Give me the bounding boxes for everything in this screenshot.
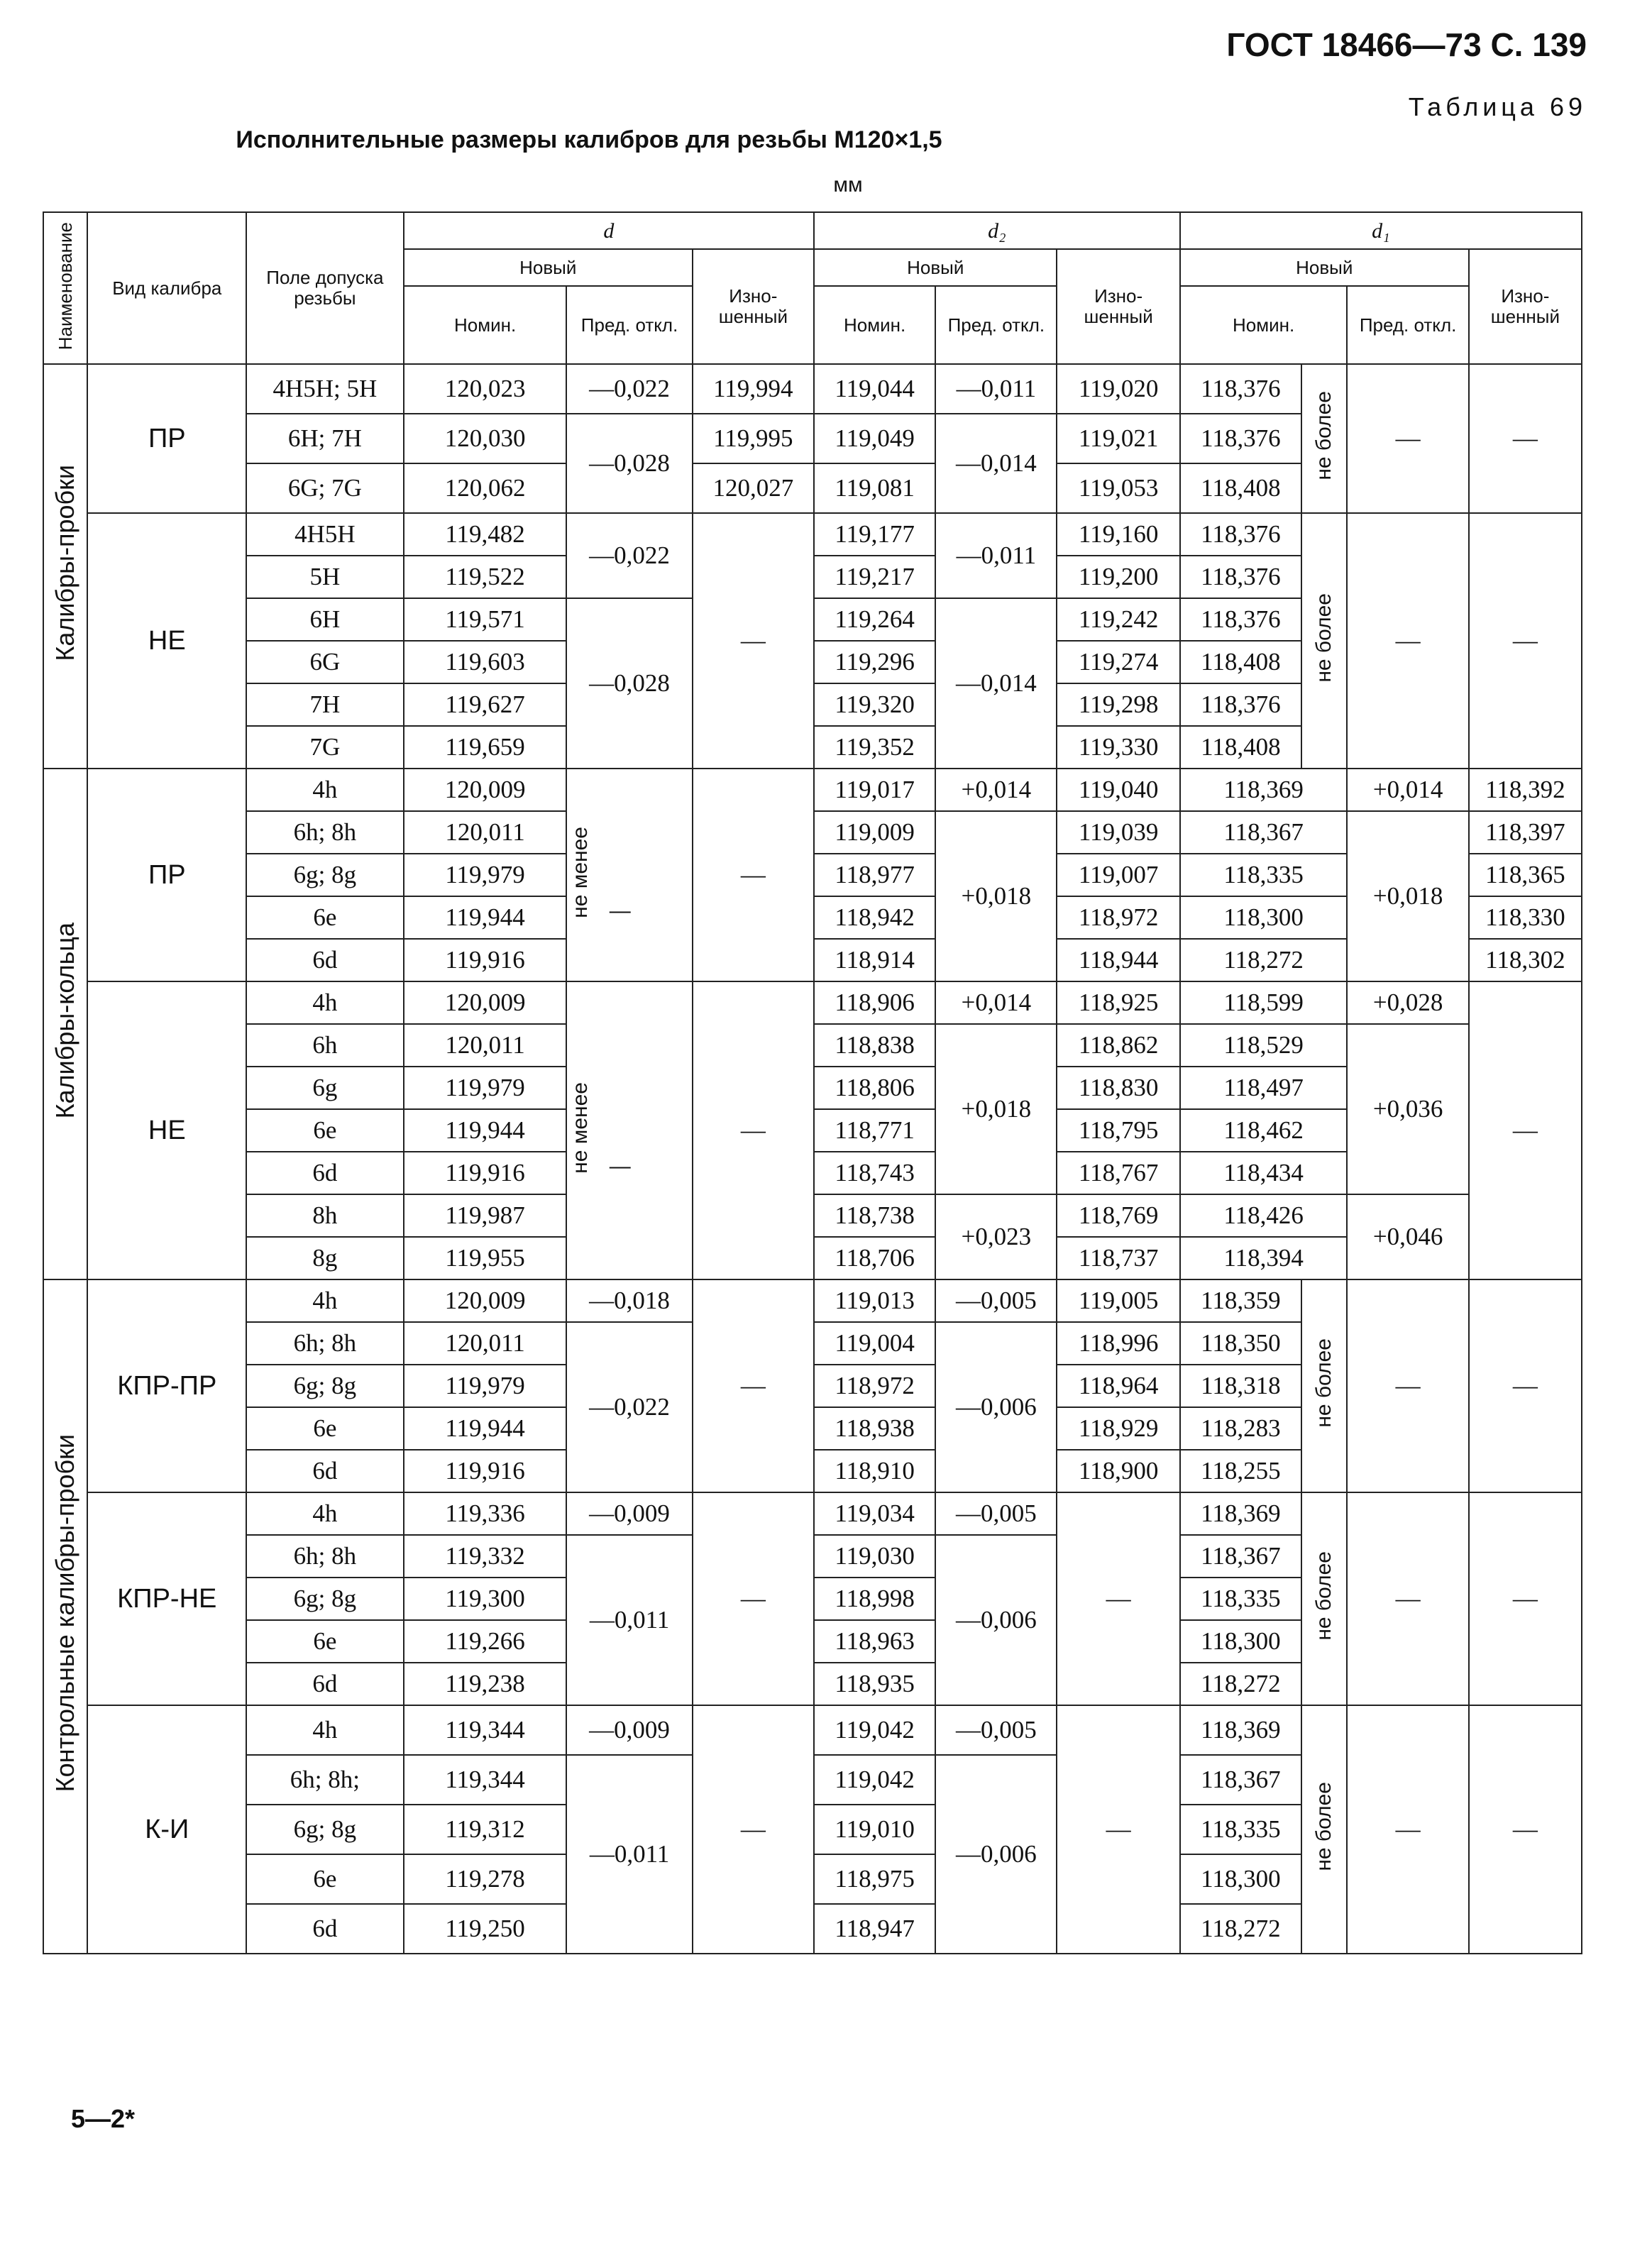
tolerance-cell: 6e	[246, 896, 404, 939]
d-worn-cell: —	[693, 1279, 814, 1492]
d2-nom-cell: 118,738	[814, 1194, 935, 1237]
d-nom-cell: 119,336	[404, 1492, 567, 1535]
d2-dev-cell: —0,014	[935, 598, 1057, 769]
d2-worn-cell: 119,330	[1057, 726, 1179, 769]
table-row	[43, 769, 1582, 811]
header-d1-new: Новый	[1180, 249, 1469, 286]
tolerance-cell: 6G	[246, 641, 404, 683]
table-row	[43, 513, 1582, 556]
d1-nom-cell: 118,367	[1180, 1755, 1301, 1805]
table-header	[43, 212, 1582, 364]
tolerance-cell: 6h; 8h;	[246, 1755, 404, 1805]
d1-nom-cell: 118,300	[1180, 1620, 1301, 1663]
d1-worn-cell: —	[1469, 364, 1582, 513]
d2-nom-cell: 119,030	[814, 1535, 935, 1578]
header-d2-dev: Пред. откл.	[935, 286, 1057, 364]
d-nom-cell: 119,944	[404, 1109, 567, 1152]
d2-worn-cell: 118,862	[1057, 1024, 1179, 1067]
page-footer: 5—2*	[71, 2104, 136, 2133]
d-nom-cell: 119,627	[404, 683, 567, 726]
kind-label: КПР-ПР	[87, 1279, 246, 1492]
d1-dev-cell: +0,014	[1347, 769, 1468, 811]
d-dev-cell: —0,022	[566, 364, 692, 414]
tolerance-cell: 4h	[246, 1279, 404, 1322]
d-nom-cell: 120,030	[404, 414, 567, 463]
d2-nom-cell: 119,081	[814, 463, 935, 513]
d-nom-cell: 120,011	[404, 811, 567, 854]
d-nom-cell: 120,023	[404, 364, 567, 414]
d2-worn-cell: 118,767	[1057, 1152, 1179, 1194]
group-label: Калибры-пробки	[43, 364, 87, 769]
d1-nom-cell: 118,426	[1180, 1194, 1348, 1237]
d-nom-cell: 119,987	[404, 1194, 567, 1237]
d1-dev-cell: —	[1347, 1279, 1468, 1492]
d2-worn-cell: 118,964	[1057, 1365, 1179, 1407]
d-nom-cell: 119,278	[404, 1854, 567, 1904]
tolerance-cell: 6h; 8h	[246, 1322, 404, 1365]
d2-nom-cell: 119,010	[814, 1805, 935, 1854]
table-number: Таблица 69	[1408, 92, 1587, 121]
d-nom-cell: 119,482	[404, 513, 567, 556]
header-d1: d₁	[1180, 212, 1582, 249]
tolerance-cell: 4h	[246, 769, 404, 811]
d-dev-cell: —0,009	[566, 1492, 692, 1535]
d-dev-cell: —0,022	[566, 1322, 692, 1492]
d1-nom-cell: 118,367	[1180, 811, 1348, 854]
d-nom-cell: 120,062	[404, 463, 567, 513]
d-worn-cell: 119,995	[693, 414, 814, 463]
d1-nom-cell: 118,272	[1180, 1904, 1301, 1954]
d2-worn-cell: 118,795	[1057, 1109, 1179, 1152]
kind-label: НЕ	[87, 513, 246, 769]
d2-worn-cell: —	[1057, 1705, 1179, 1954]
d2-dev-cell: —0,014	[935, 414, 1057, 513]
header-d2: d₂	[814, 212, 1180, 249]
d-dev-cell: —0,011	[566, 1535, 692, 1705]
table-row	[43, 1279, 1582, 1322]
d1-dev-cell: —	[1347, 1492, 1468, 1705]
d1-nom-cell: 118,462	[1180, 1109, 1348, 1152]
d2-nom-cell: 119,009	[814, 811, 935, 854]
d2-dev-cell: —0,005	[935, 1705, 1057, 1755]
d-dev-cell: —0,011	[566, 1755, 692, 1954]
tolerance-cell: 6e	[246, 1109, 404, 1152]
kind-label: ПР	[87, 364, 246, 513]
tolerance-cell: 6H	[246, 598, 404, 641]
tolerance-cell: 6G; 7G	[246, 463, 404, 513]
d-nom-cell: 119,300	[404, 1578, 567, 1620]
d-dev-cell: —0,028	[566, 414, 692, 513]
d-nom-cell: 119,571	[404, 598, 567, 641]
tolerance-cell: 6d	[246, 1904, 404, 1954]
kind-label: К-И	[87, 1705, 246, 1954]
d2-nom-cell: 118,706	[814, 1237, 935, 1279]
d2-worn-cell: 118,737	[1057, 1237, 1179, 1279]
d-nom-cell: 120,011	[404, 1322, 567, 1365]
d1-dev-cell: —	[1347, 1705, 1468, 1954]
d-nom-cell: 119,238	[404, 1663, 567, 1705]
d-nom-cell: 119,955	[404, 1237, 567, 1279]
d2-nom-cell: 119,217	[814, 556, 935, 598]
d-nom-cell: 119,979	[404, 1067, 567, 1109]
d1-nom-cell: 118,367	[1180, 1535, 1301, 1578]
d1-nom-cell: 118,369	[1180, 1492, 1301, 1535]
d2-nom-cell: 119,320	[814, 683, 935, 726]
d1-worn-cell: 118,302	[1469, 939, 1582, 981]
d2-worn-cell: 118,925	[1057, 981, 1179, 1024]
d2-nom-cell: 118,998	[814, 1578, 935, 1620]
d2-dev-cell: +0,023	[935, 1194, 1057, 1279]
d-worn-cell: 119,994	[693, 364, 814, 414]
tolerance-cell: 6d	[246, 1450, 404, 1492]
d2-nom-cell: 119,044	[814, 364, 935, 414]
d2-worn-cell: 119,039	[1057, 811, 1179, 854]
d1-nom-cell: 118,318	[1180, 1365, 1301, 1407]
table-row	[43, 1492, 1582, 1535]
d2-worn-cell: 119,053	[1057, 463, 1179, 513]
calibre-dimensions-table	[43, 211, 1582, 1954]
d1-nom-cell: 118,359	[1180, 1279, 1301, 1322]
d1-nom-cell: 118,300	[1180, 1854, 1301, 1904]
tolerance-cell: 6h; 8h	[246, 1535, 404, 1578]
d-dev-cell: —0,022	[566, 513, 692, 598]
d-nom-cell: 119,312	[404, 1805, 567, 1854]
tolerance-cell: 6h	[246, 1024, 404, 1067]
d1-nom-cell: 118,350	[1180, 1322, 1301, 1365]
d2-nom-cell: 118,806	[814, 1067, 935, 1109]
not-more-note: не более	[1301, 513, 1347, 769]
d2-nom-cell: 119,013	[814, 1279, 935, 1322]
d2-nom-cell: 118,906	[814, 981, 935, 1024]
d-nom-cell: 119,916	[404, 1450, 567, 1492]
d-nom-cell: 119,979	[404, 1365, 567, 1407]
d2-nom-cell: 118,972	[814, 1365, 935, 1407]
d1-nom-cell: 118,529	[1180, 1024, 1348, 1067]
kind-label: КПР-НЕ	[87, 1492, 246, 1705]
d1-nom-cell: 118,335	[1180, 854, 1348, 896]
d1-worn-cell: —	[1469, 1492, 1582, 1705]
d1-nom-cell: 118,255	[1180, 1450, 1301, 1492]
d2-worn-cell: —	[1057, 1492, 1179, 1705]
table-row	[43, 364, 1582, 414]
d1-nom-cell: 118,376	[1180, 364, 1301, 414]
d1-nom-cell: 118,434	[1180, 1152, 1348, 1194]
d-nom-cell: 119,522	[404, 556, 567, 598]
header-d-nom: Номин.	[404, 286, 567, 364]
d1-nom-cell: 118,394	[1180, 1237, 1348, 1279]
d-worn-cell: —	[693, 1705, 814, 1954]
tolerance-cell: 5H	[246, 556, 404, 598]
d2-worn-cell: 119,160	[1057, 513, 1179, 556]
d1-nom-cell: 118,283	[1180, 1407, 1301, 1450]
d1-nom-cell: 118,272	[1180, 1663, 1301, 1705]
d2-dev-cell: +0,014	[935, 769, 1057, 811]
d2-nom-cell: 119,042	[814, 1705, 935, 1755]
tolerance-cell: 6d	[246, 939, 404, 981]
not-less-note: не менее —	[566, 769, 692, 981]
tolerance-cell: 4h	[246, 1492, 404, 1535]
d2-nom-cell: 118,838	[814, 1024, 935, 1067]
d2-worn-cell: 118,996	[1057, 1322, 1179, 1365]
d-worn-cell: —	[693, 981, 814, 1279]
d-worn-cell: —	[693, 513, 814, 769]
d2-nom-cell: 118,963	[814, 1620, 935, 1663]
d1-dev-cell: +0,036	[1347, 1024, 1468, 1194]
d1-worn-cell: —	[1469, 1705, 1582, 1954]
d2-nom-cell: 118,947	[814, 1904, 935, 1954]
d1-nom-cell: 118,369	[1180, 769, 1348, 811]
d-nom-cell: 119,944	[404, 1407, 567, 1450]
d2-worn-cell: 119,298	[1057, 683, 1179, 726]
header-d2-nom: Номин.	[814, 286, 935, 364]
d1-nom-cell: 118,497	[1180, 1067, 1348, 1109]
not-more-note: не более	[1301, 1705, 1347, 1954]
d2-worn-cell: 118,900	[1057, 1450, 1179, 1492]
d1-dev-cell: +0,028	[1347, 981, 1468, 1024]
d-worn-cell: 120,027	[693, 463, 814, 513]
tolerance-cell: 8h	[246, 1194, 404, 1237]
tolerance-cell: 6h; 8h	[246, 811, 404, 854]
d2-worn-cell: 119,242	[1057, 598, 1179, 641]
d-dev-cell: —0,009	[566, 1705, 692, 1755]
d1-worn-cell: 118,397	[1469, 811, 1582, 854]
header-d1-worn: Изно-шенный	[1469, 249, 1582, 364]
d-nom-cell: 119,916	[404, 939, 567, 981]
d2-worn-cell: 119,007	[1057, 854, 1179, 896]
table-row	[43, 1705, 1582, 1755]
d1-nom-cell: 118,599	[1180, 981, 1348, 1024]
d2-nom-cell: 119,004	[814, 1322, 935, 1365]
d2-worn-cell: 119,020	[1057, 364, 1179, 414]
d1-nom-cell: 118,376	[1180, 414, 1301, 463]
not-more-note: не более	[1301, 364, 1347, 513]
d2-nom-cell: 118,938	[814, 1407, 935, 1450]
tolerance-cell: 6g; 8g	[246, 854, 404, 896]
d2-dev-cell: —0,006	[935, 1535, 1057, 1705]
d2-dev-cell: —0,006	[935, 1755, 1057, 1954]
d1-nom-cell: 118,376	[1180, 556, 1301, 598]
d2-nom-cell: 119,264	[814, 598, 935, 641]
d2-nom-cell: 119,049	[814, 414, 935, 463]
header-d-dev: Пред. откл.	[566, 286, 692, 364]
d-nom-cell: 119,266	[404, 1620, 567, 1663]
d2-nom-cell: 119,017	[814, 769, 935, 811]
d1-dev-cell: —	[1347, 364, 1468, 513]
d2-nom-cell: 118,942	[814, 896, 935, 939]
d-nom-cell: 119,250	[404, 1904, 567, 1954]
d2-dev-cell: +0,014	[935, 981, 1057, 1024]
d1-nom-cell: 118,300	[1180, 896, 1348, 939]
d2-worn-cell: 119,274	[1057, 641, 1179, 683]
tolerance-cell: 8g	[246, 1237, 404, 1279]
tolerance-cell: 6g; 8g	[246, 1805, 404, 1854]
table-row	[43, 981, 1582, 1024]
d-nom-cell: 120,009	[404, 1279, 567, 1322]
header-d1-nom: Номин.	[1180, 286, 1348, 364]
kind-label: ПР	[87, 769, 246, 981]
tolerance-cell: 4H5H	[246, 513, 404, 556]
d-nom-cell: 119,603	[404, 641, 567, 683]
d2-worn-cell: 118,830	[1057, 1067, 1179, 1109]
d-worn-cell: —	[693, 1492, 814, 1705]
d1-nom-cell: 118,408	[1180, 463, 1301, 513]
header-name: Наименование	[43, 212, 87, 364]
d-nom-cell: 119,659	[404, 726, 567, 769]
tolerance-cell: 7G	[246, 726, 404, 769]
document-reference: ГОСТ 18466—73 С. 139	[1226, 26, 1587, 63]
d-nom-cell: 119,979	[404, 854, 567, 896]
header-kind: Вид калибра	[87, 212, 246, 364]
d1-nom-cell: 118,369	[1180, 1705, 1301, 1755]
tolerance-cell: 6g; 8g	[246, 1365, 404, 1407]
d1-nom-cell: 118,376	[1180, 683, 1301, 726]
d2-worn-cell: 118,769	[1057, 1194, 1179, 1237]
d1-worn-cell: —	[1469, 981, 1582, 1279]
d-nom-cell: 120,009	[404, 981, 567, 1024]
group-label: Калибры-кольца	[43, 769, 87, 1279]
d2-nom-cell: 119,034	[814, 1492, 935, 1535]
d-nom-cell: 120,009	[404, 769, 567, 811]
d1-nom-cell: 118,335	[1180, 1578, 1301, 1620]
tolerance-cell: 6g	[246, 1067, 404, 1109]
d2-dev-cell: +0,018	[935, 811, 1057, 981]
d2-worn-cell: 119,040	[1057, 769, 1179, 811]
d1-nom-cell: 118,408	[1180, 641, 1301, 683]
d2-dev-cell: —0,005	[935, 1492, 1057, 1535]
tolerance-cell: 6d	[246, 1152, 404, 1194]
table-body	[43, 364, 1582, 1954]
tolerance-cell: 6e	[246, 1620, 404, 1663]
header-d2-worn: Изно-шенный	[1057, 249, 1179, 364]
d2-dev-cell: —0,011	[935, 364, 1057, 414]
d1-worn-cell: —	[1469, 513, 1582, 769]
d2-worn-cell: 119,200	[1057, 556, 1179, 598]
d2-nom-cell: 119,177	[814, 513, 935, 556]
not-less-note: не менее —	[566, 981, 692, 1279]
not-more-note: не более	[1301, 1279, 1347, 1492]
d2-nom-cell: 118,743	[814, 1152, 935, 1194]
d-dev-cell: —0,018	[566, 1279, 692, 1322]
d1-worn-cell: —	[1469, 1279, 1582, 1492]
kind-label: НЕ	[87, 981, 246, 1279]
d2-nom-cell: 118,975	[814, 1854, 935, 1904]
d2-nom-cell: 119,352	[814, 726, 935, 769]
d1-dev-cell: +0,046	[1347, 1194, 1468, 1279]
tolerance-cell: 4H5H; 5H	[246, 364, 404, 414]
d-nom-cell: 119,344	[404, 1755, 567, 1805]
tolerance-cell: 4h	[246, 981, 404, 1024]
d2-nom-cell: 118,771	[814, 1109, 935, 1152]
tolerance-cell: 4h	[246, 1705, 404, 1755]
header-tolerance: Поле допуска резьбы	[246, 212, 404, 364]
header-d-worn: Изно-шенный	[693, 249, 814, 364]
header-d2-new: Новый	[814, 249, 1057, 286]
d-nom-cell: 119,344	[404, 1705, 567, 1755]
tolerance-cell: 6g; 8g	[246, 1578, 404, 1620]
tolerance-cell: 6d	[246, 1663, 404, 1705]
d1-dev-cell: +0,018	[1347, 811, 1468, 981]
unit-label: мм	[833, 173, 863, 197]
d2-nom-cell: 119,042	[814, 1755, 935, 1805]
tolerance-cell: 6H; 7H	[246, 414, 404, 463]
d2-nom-cell: 118,977	[814, 854, 935, 896]
d1-dev-cell: —	[1347, 513, 1468, 769]
d2-nom-cell: 118,935	[814, 1663, 935, 1705]
d2-worn-cell: 119,021	[1057, 414, 1179, 463]
d-nom-cell: 119,916	[404, 1152, 567, 1194]
d2-nom-cell: 118,914	[814, 939, 935, 981]
d2-dev-cell: —0,006	[935, 1322, 1057, 1492]
d1-nom-cell: 118,335	[1180, 1805, 1301, 1854]
d2-worn-cell: 118,929	[1057, 1407, 1179, 1450]
d-dev-cell: —0,028	[566, 598, 692, 769]
tolerance-cell: 6e	[246, 1407, 404, 1450]
d1-worn-cell: 118,392	[1469, 769, 1582, 811]
header-d: d	[404, 212, 814, 249]
d1-nom-cell: 118,408	[1180, 726, 1301, 769]
not-more-note: не более	[1301, 1492, 1347, 1705]
d1-nom-cell: 118,272	[1180, 939, 1348, 981]
d1-worn-cell: 118,365	[1469, 854, 1582, 896]
d1-nom-cell: 118,376	[1180, 598, 1301, 641]
tolerance-cell: 7H	[246, 683, 404, 726]
d-nom-cell: 120,011	[404, 1024, 567, 1067]
d2-dev-cell: —0,011	[935, 513, 1057, 598]
d2-worn-cell: 118,944	[1057, 939, 1179, 981]
tolerance-cell: 6e	[246, 1854, 404, 1904]
d-dev-cell: —	[609, 899, 631, 923]
d2-worn-cell: 118,972	[1057, 896, 1179, 939]
header-d1-dev: Пред. откл.	[1347, 286, 1468, 364]
table-title: Исполнительные размеры калибров для резьбы М120×1,5	[236, 126, 942, 153]
d-nom-cell: 119,944	[404, 896, 567, 939]
d1-worn-cell: 118,330	[1469, 896, 1582, 939]
d-worn-cell: —	[693, 769, 814, 981]
d-nom-cell: 119,332	[404, 1535, 567, 1578]
d1-nom-cell: 118,376	[1180, 513, 1301, 556]
d2-dev-cell: —0,005	[935, 1279, 1057, 1322]
group-label: Контрольные калибры-пробки	[43, 1279, 87, 1954]
d2-worn-cell: 119,005	[1057, 1279, 1179, 1322]
d2-nom-cell: 119,296	[814, 641, 935, 683]
d2-dev-cell: +0,018	[935, 1024, 1057, 1194]
header-d-new: Новый	[404, 249, 693, 286]
d-dev-cell: —	[609, 1155, 631, 1179]
d2-nom-cell: 118,910	[814, 1450, 935, 1492]
